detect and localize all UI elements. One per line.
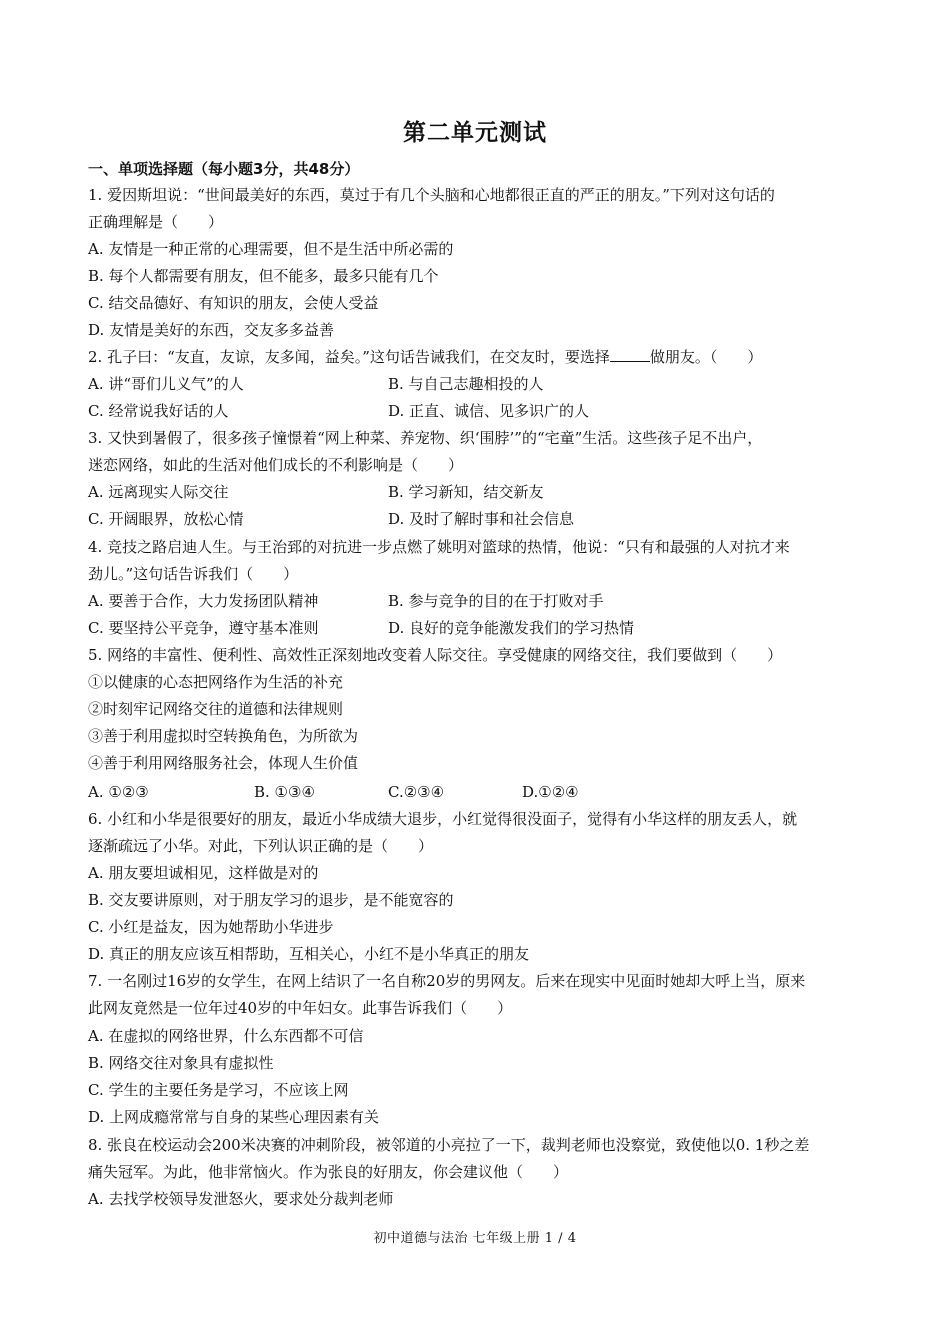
- question-5-statement-3: ③善于利用虚拟时空转换角色，为所欲为: [88, 727, 359, 745]
- question-5-statement-1: ①以健康的心态把网络作为生活的补充: [88, 673, 344, 691]
- question-4-option-a: A. 要善于合作，大力发扬团队精神: [88, 592, 319, 610]
- question-6-option-d: D. 真正的朋友应该互相帮助，互相关心，小红不是小华真正的朋友: [88, 945, 530, 963]
- question-2-option-a: A. 讲“哥们儿义气”的人: [88, 375, 244, 393]
- question-1-stem-cont: 正确理解是（ ）: [88, 213, 224, 231]
- question-5-statement-4: ④善于利用网络服务社会，体现人生价值: [88, 754, 359, 772]
- question-6-stem: 6. 小红和小华是很要好的朋友，最近小华成绩大退步，小红觉得很没面子，觉得有小华这样的朋友丢人，就: [88, 810, 798, 828]
- answer-blank: [610, 347, 650, 362]
- question-7-option-d: D. 上网成瘾常常与自身的某些心理因素有关: [88, 1108, 380, 1126]
- question-5-option-a: A. ①②③: [88, 783, 149, 801]
- question-5-statement-2: ②时刻牢记网络交往的道德和法律规则: [88, 700, 344, 718]
- question-3-stem: 3. 又快到暑假了，很多孩子憧憬着“网上种菜、养宠物、织‘围脖’”的“宅童”生活。这些孩子足不出户，: [88, 429, 763, 447]
- question-1-option-b: B. 每个人都需要有朋友，但不能多，最多只能有几个: [88, 267, 439, 285]
- page-title: 第二单元测试: [403, 120, 547, 146]
- question-4-stem-cont: 劲儿。”这句话告诉我们（ ）: [88, 565, 299, 583]
- section-heading: 一、单项选择题（每小题3分，共48分）: [88, 160, 360, 178]
- question-3-option-c: C. 开阔眼界，放松心情: [88, 510, 244, 528]
- question-1-option-a: A. 友情是一种正常的心理需要，但不是生活中所必需的: [88, 240, 454, 258]
- question-6-option-c: C. 小红是益友，因为她帮助小华进步: [88, 918, 334, 936]
- question-7-option-c: C. 学生的主要任务是学习，不应该上网: [88, 1081, 349, 1099]
- question-1-option-c: C. 结交品德好、有知识的朋友，会使人受益: [88, 294, 379, 312]
- question-4-option-d: D. 良好的竞争能激发我们的学习热情: [388, 619, 635, 637]
- question-8-stem: 8. 张良在校运动会200米决赛的冲刺阶段，被邻道的小亮拉了一下，裁判老师也没察觉，致使他以0. 1秒之差: [88, 1136, 810, 1154]
- question-5-stem: 5. 网络的丰富性、便利性、高效性正深刻地改变着人际交往。享受健康的网络交往，我们要做到（ ）: [88, 646, 783, 664]
- question-6-stem-cont: 逐渐疏远了小华。对此，下列认识正确的是（ ）: [88, 837, 434, 855]
- question-6-option-a: A. 朋友要坦诚相见，这样做是对的: [88, 864, 319, 882]
- question-2-stem: [88, 347, 868, 367]
- question-2-option-c: C. 经常说我好话的人: [88, 402, 229, 420]
- question-4-option-c: C. 要坚持公平竞争，遵守基本准则: [88, 619, 319, 637]
- question-7-option-b: B. 网络交往对象具有虚拟性: [88, 1054, 274, 1072]
- question-4-option-b: B. 参与竞争的目的在于打败对手: [388, 592, 604, 610]
- question-2-stem-text: 2. 孔子曰：“友直，友谅，友多闻，益矣。”这句话告诫我们，在交友时，要选择: [88, 348, 610, 366]
- question-8-option-a: A. 去找学校领导发泄怒火，要求处分裁判老师: [88, 1190, 394, 1208]
- question-6-option-b: B. 交友要讲原则，对于朋友学习的退步，是不能宽容的: [88, 891, 454, 909]
- question-5-option-c: C.②③④: [388, 783, 445, 801]
- question-2-stem-end: 做朋友。（ ）: [649, 348, 763, 366]
- question-5-option-d: D.①②④: [522, 783, 579, 801]
- question-8-stem-cont: 痛失冠军。为此，他非常恼火。作为张良的好朋友，你会建议他（ ）: [88, 1163, 569, 1181]
- question-3-option-d: D. 及时了解时事和社会信息: [388, 510, 575, 528]
- question-1-stem: 1. 爱因斯坦说：“世间最美好的东西，莫过于有几个头脑和心地都很正直的严正的朋友。”下列对这句话的: [88, 186, 775, 204]
- question-4-stem: 4. 竞技之路启迪人生。与王治郅的对抗进一步点燃了姚明对篮球的热情，他说：“只有和最强的人对抗才来: [88, 538, 790, 556]
- question-3-option-b: B. 学习新知，结交新友: [388, 483, 544, 501]
- question-5-option-b: B. ①③④: [254, 783, 315, 801]
- question-2-option-d: D. 正直、诚信、见多识广的人: [388, 402, 590, 420]
- question-3-option-a: A. 远离现实人际交往: [88, 483, 229, 501]
- question-7-stem-cont: 此网友竟然是一位年过40岁的中年妇女。此事告诉我们（ ）: [88, 999, 513, 1017]
- page-footer: 初中道德与法治 七年级上册 1 / 4: [373, 1231, 577, 1246]
- question-2-option-b: B. 与自己志趣相投的人: [388, 375, 544, 393]
- question-3-stem-cont: 迷恋网络，如此的生活对他们成长的不利影响是（ ）: [88, 456, 464, 474]
- question-1-option-d: D. 友情是美好的东西，交友多多益善: [88, 321, 335, 339]
- question-7-stem: 7. 一名刚过16岁的女学生，在网上结识了一名自称20岁的男网友。后来在现实中见面时她却大呼上当，原来: [88, 972, 806, 990]
- question-7-option-a: A. 在虚拟的网络世界，什么东西都不可信: [88, 1027, 364, 1045]
